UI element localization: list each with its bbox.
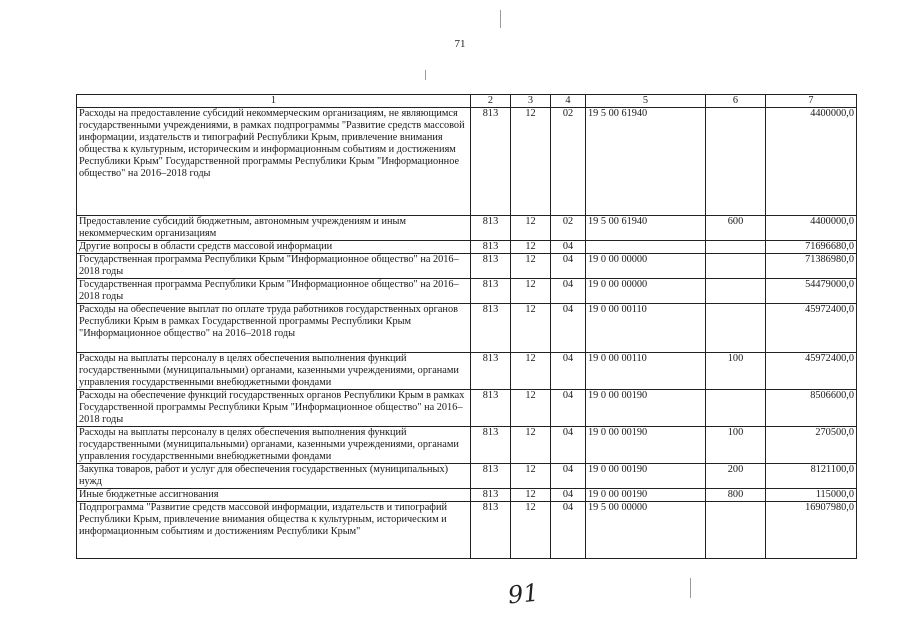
subsection-code-cell: 04: [551, 353, 586, 390]
amount-cell: 45972400,0: [766, 304, 857, 353]
amount-cell: 4400000,0: [766, 108, 857, 216]
subsection-code-cell: 04: [551, 489, 586, 502]
row-name-cell: Другие вопросы в области средств массовой информации: [77, 241, 471, 254]
section-code-cell: 12: [511, 279, 551, 304]
amount-cell: 8506600,0: [766, 390, 857, 427]
amount-cell: 54479000,0: [766, 279, 857, 304]
table-row: [77, 390, 857, 427]
row-name-cell: Подпрограмма "Развитие средств массовой информации, издательств и типографий Республики Крым, привлечение внимания общества к культурным, историческим и информационным событиям и достижениям Республики Крым": [77, 502, 471, 559]
subsection-code-cell: 04: [551, 241, 586, 254]
table-row: [77, 108, 857, 216]
ministry-code-cell: 813: [471, 279, 511, 304]
table-row: [77, 489, 857, 502]
target-code-cell: 19 0 00 00190: [586, 390, 706, 427]
amount-cell: 45972400,0: [766, 353, 857, 390]
target-code-cell: 19 0 00 00000: [586, 254, 706, 279]
scan-artifact: [500, 10, 501, 28]
header-cell: 4: [551, 95, 586, 108]
page-number: 71: [454, 38, 466, 50]
row-name-cell: Расходы на обеспечение выплат по оплате труда работников государственных органов Республики Крым в рамках Государственной программы Республики Крым "Информационное общество" на 2016–2018 годы: [77, 304, 471, 353]
table-row: [77, 427, 857, 464]
table-row: [77, 279, 857, 304]
table-row: [77, 502, 857, 559]
amount-cell: 71696680,0: [766, 241, 857, 254]
subsection-code-cell: 04: [551, 254, 586, 279]
expense-type-cell: [706, 279, 766, 304]
section-code-cell: 12: [511, 390, 551, 427]
ministry-code-cell: 813: [471, 254, 511, 279]
section-code-cell: 12: [511, 304, 551, 353]
header-cell: 6: [706, 95, 766, 108]
ministry-code-cell: 813: [471, 216, 511, 241]
subsection-code-cell: 04: [551, 304, 586, 353]
budget-table: [76, 94, 857, 559]
subsection-code-cell: 04: [551, 464, 586, 489]
section-code-cell: 12: [511, 427, 551, 464]
scan-artifact: [690, 578, 691, 598]
ministry-code-cell: 813: [471, 304, 511, 353]
header-cell: 3: [511, 95, 551, 108]
subsection-code-cell: 02: [551, 108, 586, 216]
table-row: [77, 304, 857, 353]
subsection-code-cell: 02: [551, 216, 586, 241]
subsection-code-cell: 04: [551, 390, 586, 427]
section-code-cell: 12: [511, 502, 551, 559]
expense-type-cell: [706, 254, 766, 279]
subsection-code-cell: 04: [551, 427, 586, 464]
amount-cell: 270500,0: [766, 427, 857, 464]
row-name-cell: Расходы на предоставление субсидий некоммерческим организациям, не являющимся государственными учреждениями, в рамках подпрограммы "Развитие средств массовой информации, издательств и типографий Республики Крым, привлечение внимания общества к культурным, историческим и информационным событиям и достижениям Республики Крым" Государственной программы Республики Крым "Информационное общество" на 2016–2018 годы: [77, 108, 471, 216]
ministry-code-cell: 813: [471, 108, 511, 216]
header-cell: 5: [586, 95, 706, 108]
section-code-cell: 12: [511, 353, 551, 390]
target-code-cell: 19 5 00 61940: [586, 108, 706, 216]
expense-type-cell: 200: [706, 464, 766, 489]
target-code-cell: 19 0 00 00110: [586, 353, 706, 390]
section-code-cell: 12: [511, 241, 551, 254]
expense-type-cell: [706, 390, 766, 427]
target-code-cell: [586, 241, 706, 254]
subsection-code-cell: 04: [551, 279, 586, 304]
target-code-cell: 19 0 00 00000: [586, 279, 706, 304]
scan-artifact: [425, 70, 426, 80]
expense-type-cell: 600: [706, 216, 766, 241]
header-cell: 1: [77, 95, 471, 108]
subsection-code-cell: 04: [551, 502, 586, 559]
row-name-cell: Закупка товаров, работ и услуг для обеспечения государственных (муниципальных) нужд: [77, 464, 471, 489]
expense-type-cell: [706, 108, 766, 216]
expense-type-cell: 100: [706, 427, 766, 464]
row-name-cell: Государственная программа Республики Крым "Информационное общество" на 2016–2018 годы: [77, 279, 471, 304]
table-row: [77, 216, 857, 241]
table-row: [77, 241, 857, 254]
target-code-cell: 19 0 00 00110: [586, 304, 706, 353]
row-name-cell: Расходы на выплаты персоналу в целях обеспечения выполнения функций государственными (муниципальными) органами, казенными учреждениями, органами управления государственными внебюджетными фондами: [77, 353, 471, 390]
amount-cell: 16907980,0: [766, 502, 857, 559]
table-row: [77, 464, 857, 489]
ministry-code-cell: 813: [471, 353, 511, 390]
target-code-cell: 19 5 00 00000: [586, 502, 706, 559]
ministry-code-cell: 813: [471, 390, 511, 427]
expense-type-cell: 800: [706, 489, 766, 502]
ministry-code-cell: 813: [471, 241, 511, 254]
expense-type-cell: [706, 241, 766, 254]
expense-type-cell: [706, 304, 766, 353]
amount-cell: 71386980,0: [766, 254, 857, 279]
amount-cell: 115000,0: [766, 489, 857, 502]
header-cell: 7: [766, 95, 857, 108]
row-name-cell: Предоставление субсидий бюджетным, автономным учреждениям и иным некоммерческим организациям: [77, 216, 471, 241]
target-code-cell: 19 5 00 61940: [586, 216, 706, 241]
row-name-cell: Расходы на выплаты персоналу в целях обеспечения выполнения функций государственными (муниципальными) органами, казенными учреждениями, органами управления государственными внебюджетными фондами: [77, 427, 471, 464]
amount-cell: 8121100,0: [766, 464, 857, 489]
ministry-code-cell: 813: [471, 464, 511, 489]
header-row: [77, 95, 857, 108]
target-code-cell: 19 0 00 00190: [586, 464, 706, 489]
ministry-code-cell: 813: [471, 427, 511, 464]
table-row: [77, 353, 857, 390]
section-code-cell: 12: [511, 489, 551, 502]
section-code-cell: 12: [511, 254, 551, 279]
expense-type-cell: [706, 502, 766, 559]
amount-cell: 4400000,0: [766, 216, 857, 241]
handwritten-page-mark: 91: [506, 578, 540, 610]
section-code-cell: 12: [511, 464, 551, 489]
section-code-cell: 12: [511, 108, 551, 216]
expense-type-cell: 100: [706, 353, 766, 390]
section-code-cell: 12: [511, 216, 551, 241]
table-row: [77, 254, 857, 279]
row-name-cell: Государственная программа Республики Крым "Информационное общество" на 2016–2018 годы: [77, 254, 471, 279]
target-code-cell: 19 0 00 00190: [586, 489, 706, 502]
row-name-cell: Иные бюджетные ассигнования: [77, 489, 471, 502]
target-code-cell: 19 0 00 00190: [586, 427, 706, 464]
row-name-cell: Расходы на обеспечение функций государственных органов Республики Крым в рамках Государственной программы Республики Крым "Информационное общество" на 2016–2018 годы: [77, 390, 471, 427]
ministry-code-cell: 813: [471, 502, 511, 559]
ministry-code-cell: 813: [471, 489, 511, 502]
header-cell: 2: [471, 95, 511, 108]
